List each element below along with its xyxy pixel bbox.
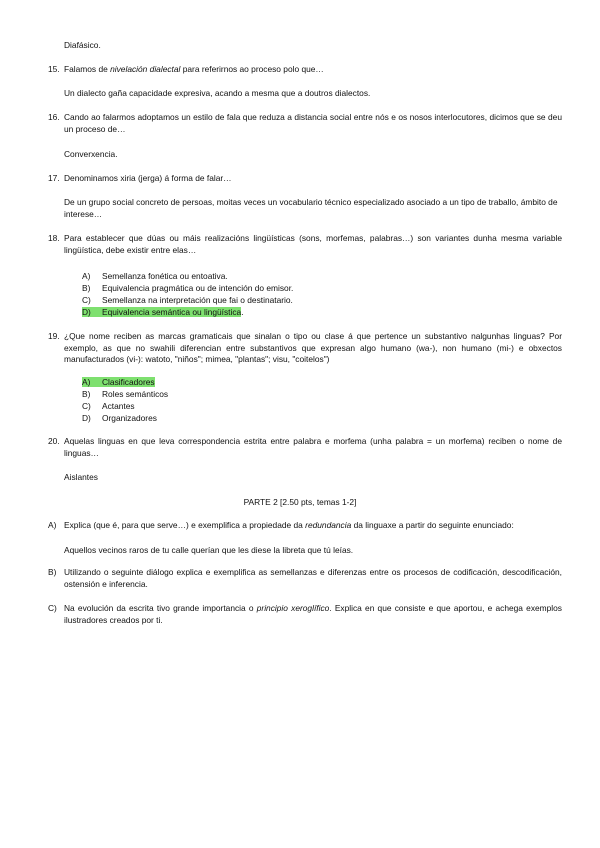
question-15-term: nivelación dialectal: [110, 64, 181, 74]
question-number-20: 20.: [48, 436, 60, 446]
question-number-15: 15.: [48, 64, 60, 74]
part2-a-quote: Aquellos vecinos raros de tu calle querían que les diese la libreta que tú leías.: [64, 545, 354, 555]
part2-question-a: Explica (que é, para que serve…) e exemplifica a propiedade da redundancia da linguaxe a partir do seguinte enunciado:: [64, 520, 514, 530]
question-19-option-c: C) Actantes: [82, 401, 135, 411]
question-17: Denominamos xiria (jerga) á forma de falar…: [64, 173, 232, 183]
question-number-19: 19.: [48, 331, 60, 341]
part2-letter-a: A): [48, 520, 57, 530]
question-number-16: 16.: [48, 112, 60, 122]
section-title: PARTE 2 [2.50 pts, temas 1-2]: [243, 497, 357, 507]
question-19-option-d: D) Organizadores: [82, 413, 157, 423]
question-18-option-a: A) Semellanza fonética ou entoativa.: [82, 271, 228, 281]
answer-16: Converxencia.: [64, 149, 118, 159]
question-16: Cando ao falarmos adoptamos un estilo de fala que reduza a distancia social entre nós e os nosos interlocutores, dicimos que se deu un proceso de…: [64, 112, 562, 134]
correct-answer-highlight: D) Equivalencia semántica ou lingüística: [82, 307, 242, 317]
answer-20: Aislantes: [64, 472, 98, 482]
part2-letter-b: B): [48, 567, 57, 577]
part2-a-term: redundancia: [305, 520, 352, 530]
question-19-option-a: [82, 376, 155, 388]
question-15: Falamos de nivelación dialectal para referirnos ao proceso polo que…: [64, 64, 324, 74]
answer-15: Un dialecto gaña capacidade expresiva, acando a mesma que a doutros dialectos.: [64, 88, 371, 98]
question-20: Aquelas linguas en que leva correspondencia estrita entre palabra e morfema (unha palabra = un morfema) reciben o nome de linguas…: [64, 436, 562, 458]
part2-c-term: principio xeroglífico: [256, 603, 330, 613]
question-18-option-d: D) Equivalencia semántica ou lingüística.: [82, 307, 244, 317]
part2-question-c: Na evolución da escrita tivo grande importancia o principio xeroglífico. Explica en que consiste e que aportou, e achega exemplos ilustradores creados por ti.: [64, 603, 562, 625]
answer-17: De un grupo social concreto de persoas, moitas veces un vocabulario técnico especializado asociado a un tipo de traballo, ámbito de interese…: [64, 197, 558, 219]
question-number-17: 17.: [48, 173, 60, 183]
question-19-option-b: B) Roles semánticos: [82, 389, 169, 399]
question-number-18: 18.: [48, 233, 60, 243]
question-18-option-c: C) Semellanza na interpretación que fai o destinatario.: [82, 295, 293, 305]
part2-letter-c: C): [48, 603, 57, 613]
correct-answer-highlight: A) Clasificadores: [82, 377, 155, 387]
question-19: ¿Que nome reciben as marcas gramaticais que sinalan o tipo ou clase á que pertence un substantivo nalgunhas linguas? Por exemplo, as que no swahili diferencian entre substantivos que expresan algo humano (wa-), non humano (mi-) e obxectos manufacturados (vi-): watoto, "niños"; mimea, "plantas"; visu, "coitelos"): [64, 331, 562, 364]
question-18: Para establecer que dúas ou máis realizacións lingüísticas (sons, morfemas, palabras…) son variantes dunha mesma variable lingüística, debe existir entre elas…: [64, 233, 562, 255]
question-18-option-b: B) Equivalencia pragmática ou de intención do emisor.: [82, 283, 294, 293]
part2-question-b: Utilizando o seguinte diálogo explica e exemplifica as semellanzas e diferenzas entre os procesos de codificación, descodificación, ostensión e inferencia.: [64, 567, 562, 589]
answer-14: Diafásico.: [64, 40, 101, 50]
